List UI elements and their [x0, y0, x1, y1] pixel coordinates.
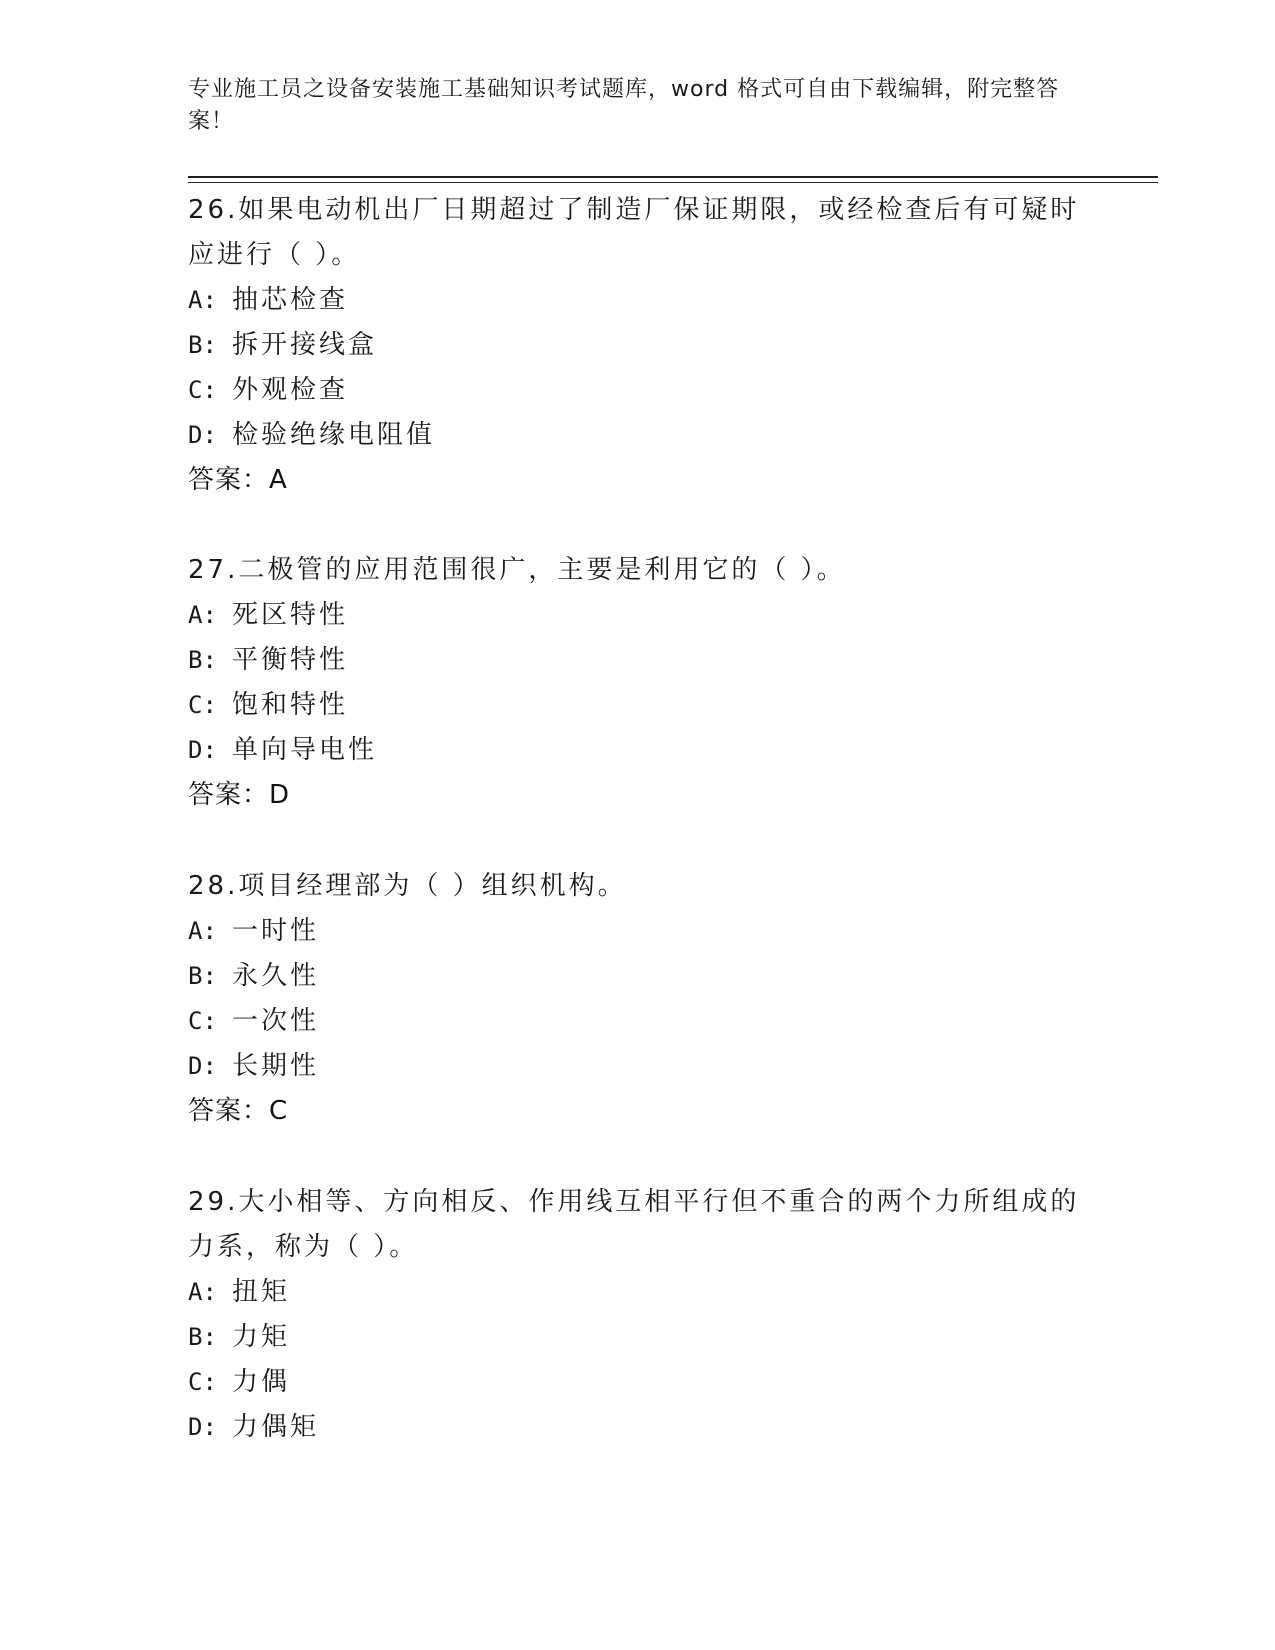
- document-header: 专业施工员之设备安装施工基础知识考试题库，word 格式可自由下载编辑，附完整答案！: [188, 77, 1060, 134]
- question-26: [188, 188, 1088, 503]
- option-d: [188, 1405, 1088, 1450]
- option-d: [188, 413, 1088, 458]
- option-a: [188, 909, 1088, 954]
- option-text: 一次性: [232, 1006, 320, 1036]
- option-text: 单向导电性: [232, 735, 378, 765]
- question-27: [188, 548, 1088, 818]
- option-letter: A:: [188, 601, 217, 629]
- header-divider-thick: [188, 176, 1158, 178]
- option-b: [188, 1315, 1088, 1360]
- option-letter: B:: [188, 331, 217, 359]
- option-text: 拆开接线盒: [232, 330, 378, 360]
- option-c: [188, 368, 1088, 413]
- question-stem: 28.项目经理部为（ ）组织机构。: [188, 871, 627, 901]
- option-text: 力偶矩: [232, 1412, 320, 1442]
- option-d: [188, 728, 1088, 773]
- option-letter: C:: [188, 1368, 217, 1396]
- option-c: [188, 1360, 1088, 1405]
- option-letter: A:: [188, 286, 217, 314]
- option-text: 扭矩: [232, 1277, 291, 1307]
- option-letter: C:: [188, 376, 217, 404]
- option-text: 外观检查: [232, 375, 349, 405]
- option-letter: D:: [188, 421, 217, 449]
- option-text: 永久性: [232, 961, 320, 991]
- option-b: [188, 638, 1088, 683]
- option-a: [188, 593, 1088, 638]
- question-29: [188, 1180, 1088, 1450]
- option-a: [188, 1270, 1088, 1315]
- question-stem: 29.大小相等、方向相反、作用线互相平行但不重合的两个力所组成的力系，称为（ ）。: [188, 1187, 1080, 1262]
- option-a: [188, 278, 1088, 323]
- option-letter: D:: [188, 1413, 217, 1441]
- option-letter: D:: [188, 736, 217, 764]
- answer-line: 答案：C: [188, 1096, 289, 1126]
- option-text: 抽芯检查: [232, 285, 349, 315]
- question-stem: 27.二极管的应用范围很广，主要是利用它的（ ）。: [188, 555, 846, 585]
- option-text: 检验绝缘电阻值: [232, 420, 436, 450]
- header-divider-thin: [188, 182, 1158, 183]
- option-letter: B:: [188, 646, 217, 674]
- option-letter: A:: [188, 1278, 217, 1306]
- option-letter: A:: [188, 917, 217, 945]
- option-letter: B:: [188, 962, 217, 990]
- question-stem: 26.如果电动机出厂日期超过了制造厂保证期限，或经检查后有可疑时应进行（ ）。: [188, 195, 1080, 270]
- option-b: [188, 323, 1088, 368]
- option-text: 力偶: [232, 1367, 291, 1397]
- question-28: [188, 864, 1088, 1134]
- option-letter: D:: [188, 1052, 217, 1080]
- option-text: 力矩: [232, 1322, 291, 1352]
- option-c: [188, 999, 1088, 1044]
- option-letter: B:: [188, 1323, 217, 1351]
- option-text: 长期性: [232, 1051, 320, 1081]
- option-text: 饱和特性: [232, 690, 349, 720]
- option-text: 一时性: [232, 916, 320, 946]
- option-letter: C:: [188, 1007, 217, 1035]
- option-text: 平衡特性: [232, 645, 349, 675]
- answer-line: 答案：A: [188, 465, 288, 495]
- option-b: [188, 954, 1088, 999]
- option-letter: C:: [188, 691, 217, 719]
- option-text: 死区特性: [232, 600, 349, 630]
- option-c: [188, 683, 1088, 728]
- answer-line: 答案：D: [188, 780, 291, 810]
- option-d: [188, 1044, 1088, 1089]
